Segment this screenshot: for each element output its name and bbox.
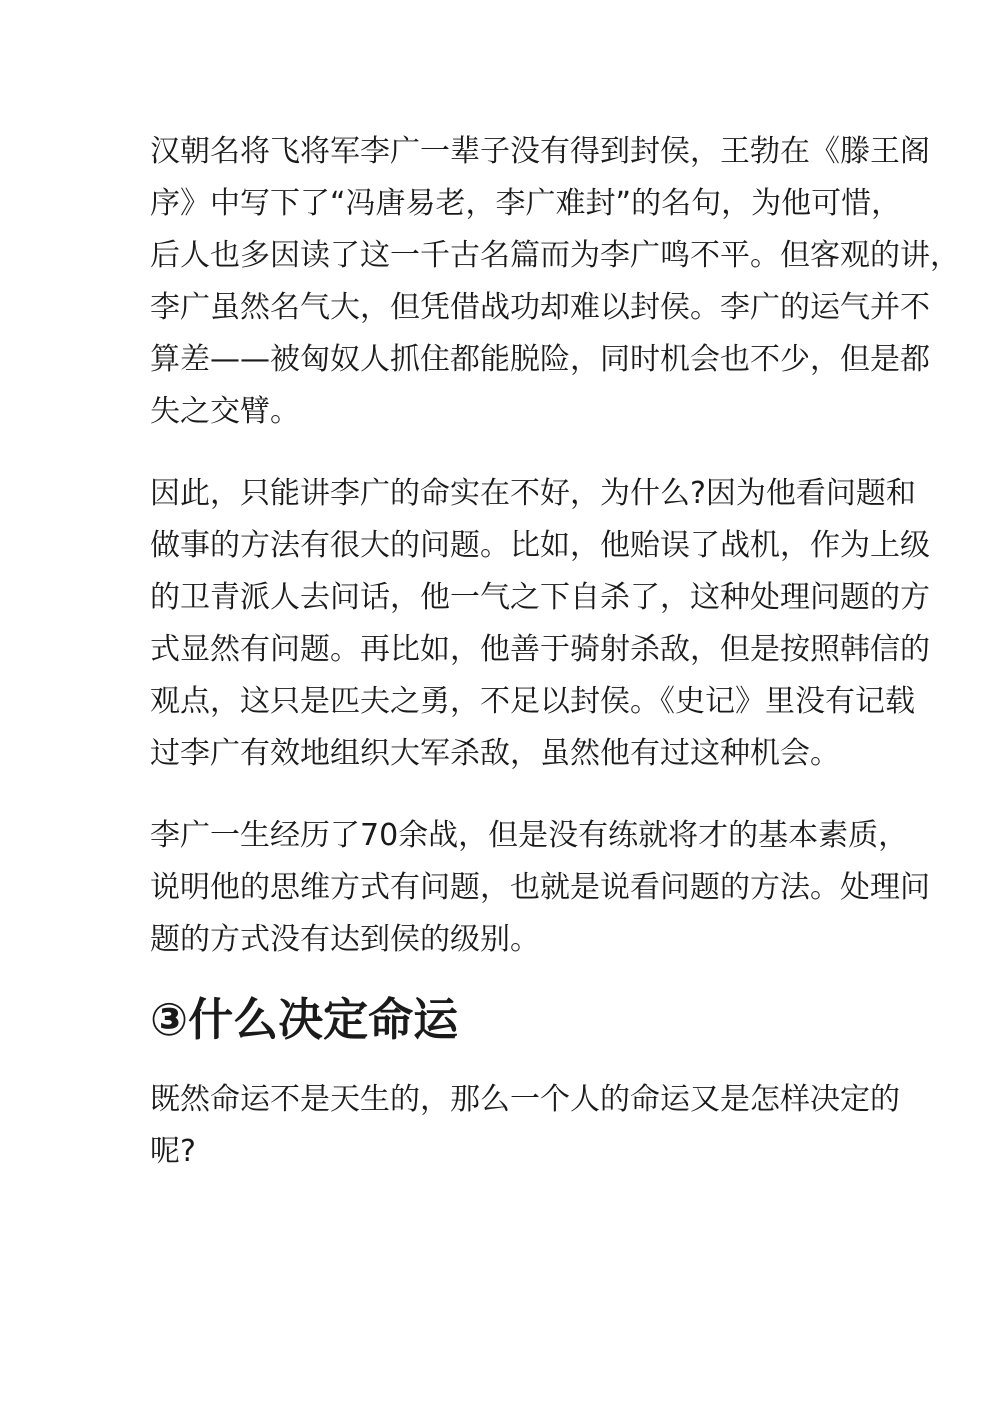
text-line: 说明他的思维方式有问题，也就是说看问题的方法。处理问 xyxy=(150,870,930,905)
paragraph-li-guang-method xyxy=(150,468,930,780)
text-line: 汉朝名将飞将军李广一辈子没有得到封侯，王勃在《滕王阁 xyxy=(150,134,930,169)
text-line: 李广虽然名气大，但凭借战功却难以封侯。李广的运气并不 xyxy=(150,290,930,325)
text-line: 后人也多因读了这一千古名篇而为李广鸣不平。但客观的讲， xyxy=(150,238,960,273)
text-line: 序》中写下了“冯唐易老，李广难封”的名句，为他可惜， xyxy=(150,186,902,221)
text-line: 因此，只能讲李广的命实在不好，为什么?因为他看问题和 xyxy=(150,476,916,511)
paragraph-li-guang-battles xyxy=(150,810,930,966)
text-line: 呢? xyxy=(150,1134,196,1169)
section-heading: ③什么决定命运 xyxy=(150,993,459,1046)
text-line: 题的方式没有达到侯的级别。 xyxy=(150,922,540,957)
text-line: 算差——被匈奴人抓住都能脱险，同时机会也不少，但是都 xyxy=(150,342,930,377)
text-line: 失之交臂。 xyxy=(150,394,300,429)
document-page xyxy=(150,126,960,1178)
text-line: 观点，这只是匹夫之勇，不足以封侯。《史记》里没有记载 xyxy=(150,684,915,719)
text-line: 式显然有问题。再比如，他善于骑射杀敌，但是按照韩信的 xyxy=(150,632,930,667)
paragraph-fate-question xyxy=(150,1074,900,1178)
text-line: 李广一生经历了70余战，但是没有练就将才的基本素质， xyxy=(150,818,909,853)
text-line: 过李广有效地组织大军杀敌，虽然他有过这种机会。 xyxy=(150,736,840,771)
text-line: 做事的方法有很大的问题。比如，他贻误了战机，作为上级 xyxy=(150,528,930,563)
paragraph-li-guang-intro xyxy=(150,126,960,438)
text-line: 既然命运不是天生的，那么一个人的命运又是怎样决定的 xyxy=(150,1082,900,1117)
text-line: 的卫青派人去问话，他一气之下自杀了，这种处理问题的方 xyxy=(150,580,930,615)
